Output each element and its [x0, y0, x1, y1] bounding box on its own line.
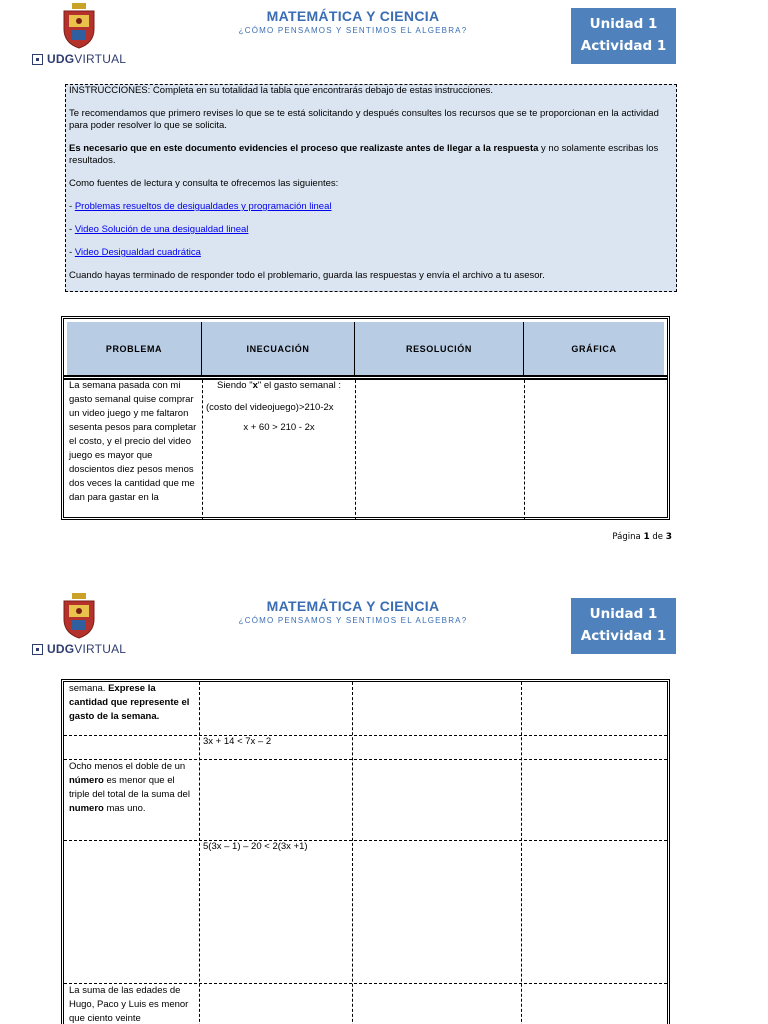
row3-problem-cell[interactable]: Ocho menos el doble de un número es menor que el triple del total de la suma del numero mas uno. — [69, 761, 190, 814]
document-title-page2: MATEMÁTICA Y CIENCIA — [266, 598, 440, 614]
col-divider-2 — [352, 682, 353, 1024]
row4-inecuacion-cell[interactable]: 5(3x – 1) – 20 < 2(3x +1) — [203, 841, 308, 852]
problems-table — [61, 316, 670, 520]
row1-inecuacion-intro: Siendo "x" el gasto semanal : — [216, 380, 341, 391]
document-title: MATEMÁTICA Y CIENCIA — [266, 8, 440, 24]
instructions-evidence: Es necesario que en este documento evidencies el proceso que realizaste antes de llegar a la respuesta y no solamente escribas los resultados. — [69, 143, 659, 166]
page-number: Página 1 de 3 — [612, 532, 672, 542]
row1-inecuacion-cell[interactable] — [204, 379, 354, 519]
header-problema: PROBLEMA — [67, 322, 202, 375]
udg-brand-text: UDGVIRTUAL — [47, 642, 127, 656]
link-video-desigualdad-lineal[interactable]: Video Solución de una desigualdad lineal — [74, 224, 249, 235]
row1-problem-cell[interactable]: La semana pasada con mi gasto semanal quise comprar un video juego y me faltaron sesenta pesos para completar el costo, y el precio del video juego es mayor que doscientos diez pesos menos dos veces la cantidad que me dan para gastar en la — [69, 380, 197, 503]
row-divider-3 — [64, 840, 667, 841]
col-divider-1 — [202, 380, 203, 520]
header-grafica: GRÁFICA — [524, 322, 664, 375]
row1-inecuacion-verbal: (costo del videojuego)>210-2x — [206, 402, 334, 413]
activity-label: Actividad 1 — [580, 628, 667, 644]
unit-label: Unidad 1 — [589, 606, 658, 622]
row1-problem-continued[interactable]: semana. Exprese la cantidad que represente el gasto de la semana. — [69, 683, 190, 722]
udg-box-icon — [32, 54, 43, 65]
header-inecuacion: INECUACIÓN — [202, 322, 355, 375]
unit-label: Unidad 1 — [589, 16, 658, 32]
document-subtitle: ¿CÓMO PENSAMOS Y SENTIMOS EL ALGEBRA? — [238, 26, 468, 35]
instructions-closing: Cuando hayas terminado de responder todo el problemario, guarda las respuestas y envía el archivo a tu asesor. — [69, 270, 545, 281]
unit-activity-badge-page2 — [571, 598, 676, 654]
udg-logo-page2 — [32, 590, 132, 660]
link-video-desigualdad-cuadratica[interactable]: Video Desigualdad cuadrática — [74, 247, 201, 258]
source-item-2: - Video Solución de una desigualdad lineal — [69, 224, 249, 235]
udg-brand-text: UDGVIRTUAL — [47, 52, 127, 66]
source-item-1: - Problemas resueltos de desigualdades y programación lineal — [69, 201, 332, 212]
unit-activity-badge — [571, 8, 676, 64]
instructions-box — [65, 84, 677, 292]
activity-label: Actividad 1 — [580, 38, 667, 54]
document-page-2 — [0, 590, 768, 1024]
instructions-heading: INSTRUCCIONES: Completa en su totalidad la tabla que encontrarás debajo de estas instrucciones. — [69, 85, 494, 96]
udg-crest-icon — [60, 593, 98, 639]
row1-grafica-cell[interactable] — [526, 379, 664, 519]
udg-virtual-brand — [32, 50, 126, 68]
instructions-recommendation: Te recomendamos que primero revises lo que se te está solicitando y después consultes los recursos que se te proporcionan en la actividad para poder resolver lo que se solicita. — [69, 108, 659, 131]
row1-resolucion-cell[interactable] — [357, 379, 523, 519]
col-divider-3 — [521, 682, 522, 1024]
header-divider — [64, 375, 667, 377]
row2-inecuacion-cell[interactable]: 3x + 14 < 7x – 2 — [203, 736, 272, 747]
col-divider-3 — [524, 380, 525, 520]
source-item-3: - Video Desigualdad cuadrática — [69, 247, 201, 258]
udg-box-icon — [32, 644, 43, 655]
col-divider-2 — [355, 380, 356, 520]
row1-inecuacion-expression: x + 60 > 210 - 2x — [243, 422, 315, 433]
udg-logo — [32, 0, 132, 70]
udg-crest-icon — [60, 3, 98, 49]
udg-virtual-brand — [32, 640, 126, 658]
instructions-sources-intro: Como fuentes de lectura y consulta te ofrecemos las siguientes: — [69, 178, 339, 189]
row5-problem-cell[interactable]: La suma de las edades de Hugo, Paco y Luis es menor que ciento veinte — [69, 985, 189, 1024]
col-divider-1 — [199, 682, 200, 1024]
link-problemas-resueltos[interactable]: Problemas resueltos de desigualdades y programación lineal — [74, 201, 332, 212]
document-subtitle-page2: ¿CÓMO PENSAMOS Y SENTIMOS EL ALGEBRA? — [238, 616, 468, 625]
header-resolucion: RESOLUCIÓN — [355, 322, 524, 375]
problems-table-continued — [61, 679, 670, 1024]
